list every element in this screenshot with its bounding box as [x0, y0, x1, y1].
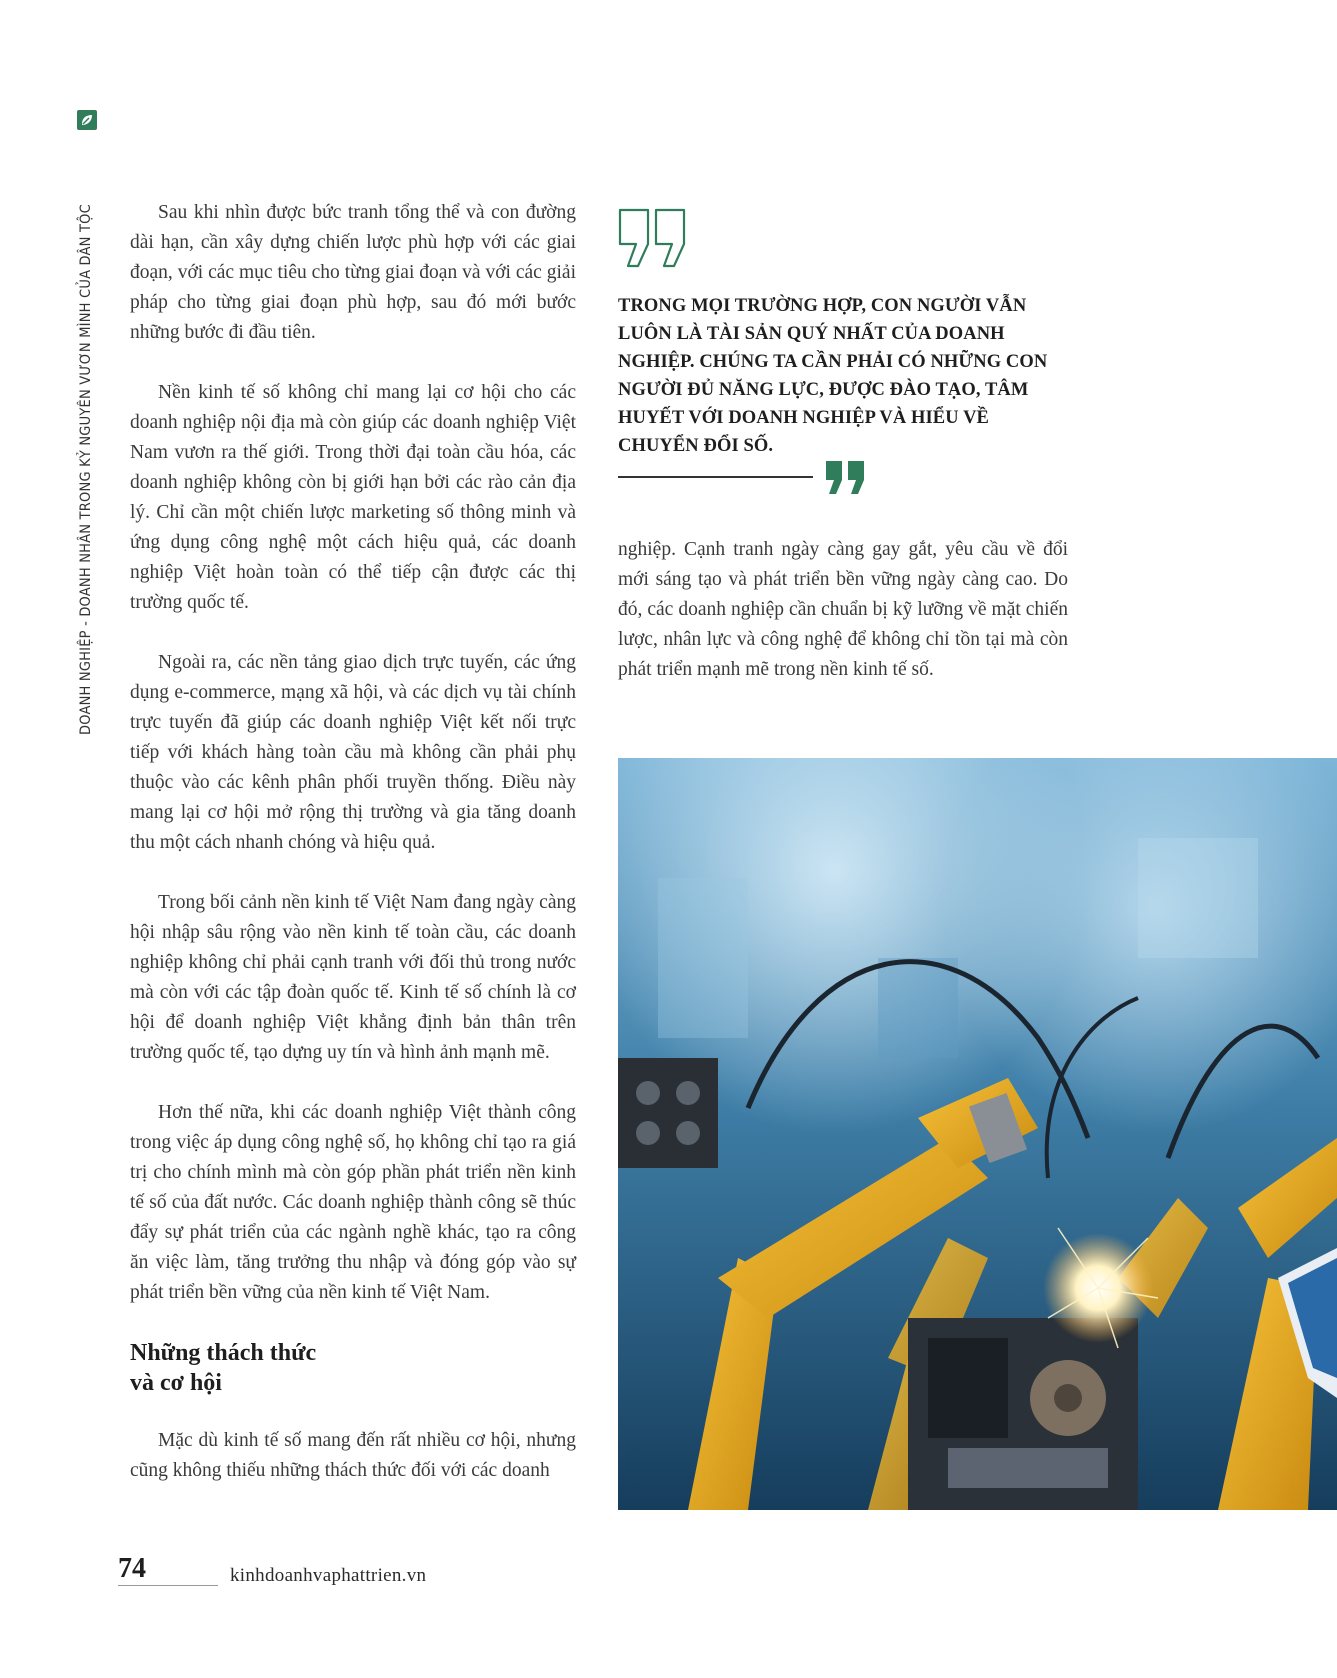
right-column — [618, 535, 1068, 715]
body-paragraph: Ngoài ra, các nền tảng giao dịch trực tuyến, các ứng dụng e-commerce, mạng xã hội, và các dịch vụ tài chính trực tuyến đã giúp các doanh nghiệp Việt kết nối trực tiếp với khách hàng toàn cầu mà không cần phải phụ thuộc vào các kênh phân phối truyền thống. Điều này mang lại cơ hội mở rộng thị trường và gia tăng doanh thu một cách nhanh chóng và hiệu quả. — [130, 652, 576, 853]
quote-close-icon — [825, 460, 867, 496]
website-link[interactable]: kinhdoanhvaphattrien.vn — [230, 1565, 427, 1586]
running-title: DOANH NGHIỆP - DOANH NHÂN TRONG KỶ NGUYÊN VƯƠN MÌNH CỦA DÂN TỘC — [78, 204, 94, 735]
section-heading — [130, 1338, 390, 1398]
body-paragraph: Nền kinh tế số không chỉ mang lại cơ hội cho các doanh nghiệp nội địa mà còn giúp các doanh nghiệp Việt Nam vươn ra thế giới. Trong thời đại toàn cầu hóa, các doanh nghiệp không còn bị giới hạn bởi các rào cản địa lý. Chỉ cần một chiến lược marketing số thông minh và ứng dụng công nghệ một cách hiệu quả, các doanh nghiệp Việt hoàn toàn có thể tiếp cận được các thị trường quốc tế. — [130, 382, 576, 613]
quote-divider — [618, 476, 813, 478]
section-heading-line: và cơ hội — [130, 1370, 222, 1396]
robot-arms-photo — [618, 758, 1337, 1510]
body-paragraph: Trong bối cảnh nền kinh tế Việt Nam đang ngày càng hội nhập sâu rộng vào nền kinh tế toàn cầu, các doanh nghiệp không chỉ phải cạnh tranh với đối thủ trong nước mà còn với các tập đoàn quốc tế. Kinh tế số chính là cơ hội để doanh nghiệp Việt khẳng định bản thân trên trường quốc tế, tạo dựng uy tín và hình ảnh mạnh mẽ. — [130, 892, 576, 1063]
quote-open-icon — [618, 208, 690, 270]
body-paragraph: Sau khi nhìn được bức tranh tổng thể và con đường dài hạn, cần xây dựng chiến lược phù hợp với các giai đoạn, với các mục tiêu cho từng giai đoạn và với các giải pháp cho từng giai đoạn phù hợp, sau đó mới bước những bước đi đầu tiên. — [130, 202, 576, 343]
leaf-icon — [77, 110, 97, 130]
left-column — [130, 198, 576, 1486]
section-heading-line: Những thách thức — [130, 1340, 317, 1366]
body-paragraph: Hơn thế nữa, khi các doanh nghiệp Việt thành công trong việc áp dụng công nghệ số, họ không chỉ tạo ra giá trị cho chính mình mà còn góp phần phát triển nền kinh tế số của đất nước. Các doanh nghiệp thành công sẽ thúc đẩy sự phát triển của các ngành nghề khác, tạo ra công ăn việc làm, tăng trưởng thu nhập và đóng góp vào sự phát triển bền vững của nền kinh tế Việt Nam. — [130, 1102, 576, 1303]
body-paragraph: nghiệp. Cạnh tranh ngày càng gay gắt, yêu cầu về đổi mới sáng tạo và phát triển bền vững ngày càng cao. Do đó, các doanh nghiệp cần chuẩn bị kỹ lưỡng về mặt chiến lược, nhân lực và công nghệ để không chỉ tồn tại mà còn phát triển mạnh mẽ trong nền kinh tế số. — [618, 539, 1068, 680]
page-number: 74 — [118, 1553, 146, 1584]
pull-quote-text: TRONG MỌI TRƯỜNG HỢP, CON NGƯỜI VẪN LUÔN LÀ TÀI SẢN QUÝ NHẤT CỦA DOANH NGHIỆP. CHÚNG TA CẦN PHẢI CÓ NHỮNG CON NGƯỜI ĐỦ NĂNG LỰC, ĐƯỢC ĐÀO TẠO, TÂM HUYẾT VỚI DOANH NGHIỆP VÀ HIỂU VỀ CHUYỂN ĐỔI SỐ. — [618, 296, 1048, 456]
body-paragraph: Mặc dù kinh tế số mang đến rất nhiều cơ hội, nhưng cũng không thiếu những thách thức đối với các doanh — [130, 1430, 576, 1481]
footer-divider — [118, 1585, 218, 1586]
